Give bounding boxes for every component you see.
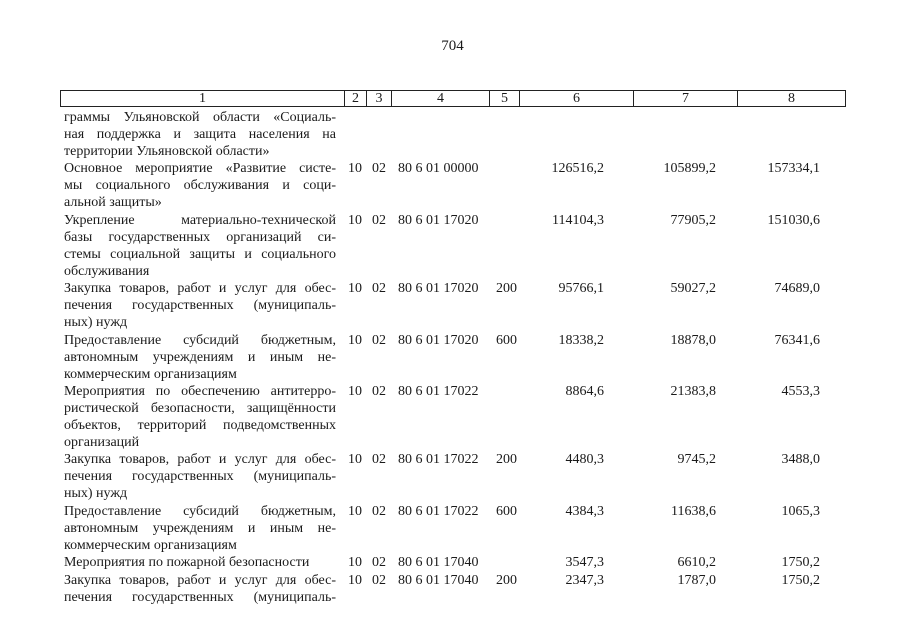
description-line: Мероприятия по пожарной безопасности bbox=[64, 555, 310, 571]
header-col-6: 6 bbox=[519, 91, 633, 106]
description-line: коммерческим организациям bbox=[64, 537, 237, 553]
expense-type-code: 200 bbox=[496, 572, 517, 588]
value-col-8: 1065,3 bbox=[781, 503, 820, 519]
description-line: печения государственных (муниципаль- bbox=[64, 469, 336, 485]
header-col-4: 4 bbox=[391, 91, 489, 106]
section-code: 10 bbox=[348, 281, 362, 297]
table-header bbox=[60, 90, 846, 107]
section-code: 10 bbox=[348, 572, 362, 588]
description-line: Закупка товаров, работ и услуг для обес- bbox=[64, 281, 336, 297]
description-line: ных) нужд bbox=[64, 315, 128, 331]
subsection-code: 02 bbox=[372, 555, 386, 571]
value-col-8: 76341,6 bbox=[774, 332, 820, 348]
section-code: 10 bbox=[348, 555, 362, 571]
expense-type-code: 600 bbox=[496, 332, 517, 348]
value-col-6: 4384,3 bbox=[565, 503, 604, 519]
description-line: Основное мероприятие «Развитие систе- bbox=[64, 161, 336, 177]
value-col-6: 114104,3 bbox=[552, 212, 604, 228]
value-col-7: 6610,2 bbox=[677, 555, 716, 571]
value-col-8: 3488,0 bbox=[781, 452, 820, 468]
value-col-8: 157334,1 bbox=[767, 161, 820, 177]
description-line: Закупка товаров, работ и услуг для обес- bbox=[64, 572, 336, 588]
section-code: 10 bbox=[348, 161, 362, 177]
row-description bbox=[64, 332, 336, 383]
expense-type-code: 200 bbox=[496, 281, 517, 297]
description-line: ристической безопасности, защищённости bbox=[64, 401, 336, 416]
value-col-8: 74689,0 bbox=[774, 281, 820, 297]
value-col-6: 8864,6 bbox=[565, 384, 604, 399]
subsection-code: 02 bbox=[372, 572, 386, 588]
description-line: Предоставление субсидий бюджетным, bbox=[64, 332, 336, 348]
target-article-code: 80 6 01 17022 bbox=[398, 452, 479, 468]
target-article-code: 80 6 01 17022 bbox=[398, 503, 479, 519]
description-line: альной защиты» bbox=[64, 195, 162, 211]
row-description bbox=[64, 109, 336, 160]
value-col-6: 18338,2 bbox=[558, 332, 604, 348]
section-code: 10 bbox=[348, 384, 362, 399]
value-col-6: 2347,3 bbox=[565, 572, 604, 588]
row-description bbox=[64, 160, 336, 211]
row-description bbox=[64, 451, 336, 502]
target-article-code: 80 6 01 17022 bbox=[398, 384, 479, 399]
row-description bbox=[64, 212, 336, 280]
value-col-6: 3547,3 bbox=[565, 555, 604, 571]
value-col-7: 21383,8 bbox=[670, 384, 716, 399]
row-description bbox=[64, 280, 336, 331]
description-line: печения государственных (муниципаль- bbox=[64, 589, 336, 605]
value-col-8: 1750,2 bbox=[781, 555, 820, 571]
header-col-1: 1 bbox=[199, 91, 206, 106]
description-line: граммы Ульяновской области «Социаль- bbox=[64, 110, 336, 125]
row-description bbox=[64, 554, 336, 571]
target-article-code: 80 6 01 17020 bbox=[398, 281, 479, 297]
description-line: автономным учреждениям и иным не- bbox=[64, 520, 336, 536]
description-line: печения государственных (муниципаль- bbox=[64, 298, 336, 314]
header-col-3: 3 bbox=[366, 91, 391, 106]
description-line: Мероприятия по обеспечению антитерро- bbox=[64, 384, 336, 399]
description-line: ных) нужд bbox=[64, 486, 128, 502]
description-line: стемы социальной защиты и социального bbox=[64, 246, 336, 262]
description-line: объектов, территорий подведомственных bbox=[64, 418, 336, 433]
header-col-7: 7 bbox=[633, 91, 737, 106]
value-col-6: 126516,2 bbox=[551, 161, 604, 177]
subsection-code: 02 bbox=[372, 161, 386, 177]
subsection-code: 02 bbox=[372, 452, 386, 468]
page-number: 704 bbox=[441, 38, 464, 54]
value-col-7: 11638,6 bbox=[671, 503, 716, 519]
row-description bbox=[64, 503, 336, 554]
value-col-6: 4480,3 bbox=[565, 452, 604, 468]
subsection-code: 02 bbox=[372, 281, 386, 297]
value-col-7: 1787,0 bbox=[677, 572, 716, 588]
value-col-8: 1750,2 bbox=[781, 572, 820, 588]
row-description bbox=[64, 383, 336, 451]
header-col-8: 8 bbox=[737, 91, 845, 106]
description-line: ная поддержка и защита населения на bbox=[64, 127, 336, 142]
value-col-7: 59027,2 bbox=[670, 281, 716, 297]
value-col-6: 95766,1 bbox=[558, 281, 604, 297]
expense-type-code: 600 bbox=[496, 503, 517, 519]
subsection-code: 02 bbox=[372, 384, 386, 399]
subsection-code: 02 bbox=[372, 503, 386, 519]
value-col-7: 105899,2 bbox=[663, 161, 716, 177]
value-col-8: 151030,6 bbox=[767, 212, 820, 228]
row-description bbox=[64, 572, 336, 606]
description-line: обслуживания bbox=[64, 263, 150, 279]
section-code: 10 bbox=[348, 332, 362, 348]
value-col-8: 4553,3 bbox=[781, 384, 820, 399]
subsection-code: 02 bbox=[372, 332, 386, 348]
description-line: территории Ульяновской области» bbox=[64, 144, 270, 159]
description-line: базы государственных организаций си- bbox=[64, 229, 336, 245]
value-col-7: 77905,2 bbox=[670, 212, 716, 228]
header-col-2: 2 bbox=[344, 91, 366, 106]
target-article-code: 80 6 01 17040 bbox=[398, 572, 479, 588]
description-line: Закупка товаров, работ и услуг для обес- bbox=[64, 452, 336, 468]
target-article-code: 80 6 01 00000 bbox=[398, 161, 479, 177]
description-line: мы социального обслуживания и соци- bbox=[64, 178, 336, 194]
subsection-code: 02 bbox=[372, 212, 386, 228]
description-line: автономным учреждениям и иным не- bbox=[64, 349, 336, 365]
target-article-code: 80 6 01 17040 bbox=[398, 555, 479, 571]
value-col-7: 18878,0 bbox=[670, 332, 716, 348]
description-line: Предоставление субсидий бюджетным, bbox=[64, 503, 336, 519]
expense-type-code: 200 bbox=[496, 452, 517, 468]
description-line: коммерческим организациям bbox=[64, 366, 237, 382]
section-code: 10 bbox=[348, 452, 362, 468]
description-line: Укрепление материально-технической bbox=[64, 212, 336, 228]
header-col-5: 5 bbox=[489, 91, 519, 106]
section-code: 10 bbox=[348, 212, 362, 228]
target-article-code: 80 6 01 17020 bbox=[398, 332, 479, 348]
target-article-code: 80 6 01 17020 bbox=[398, 212, 479, 228]
value-col-7: 9745,2 bbox=[677, 452, 716, 468]
section-code: 10 bbox=[348, 503, 362, 519]
description-line: организаций bbox=[64, 435, 140, 450]
